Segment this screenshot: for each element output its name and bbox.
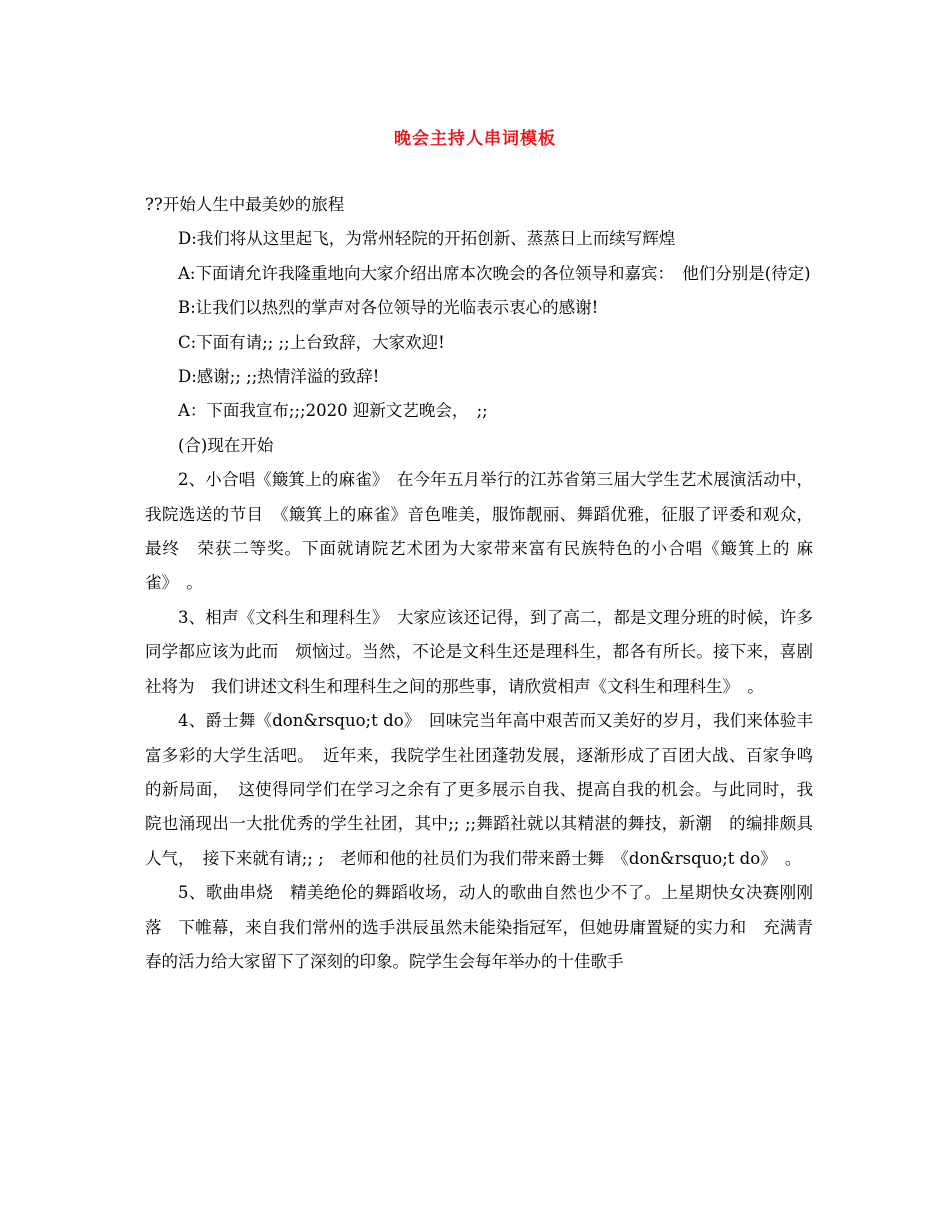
paragraph: 5、歌曲串烧 精美绝伦的舞蹈收场，动人的歌曲自然也少不了。上星期快女决赛刚刚落 下帷幕，来自我们常州的选手洪辰虽然未能染指冠军，但她毋庸置疑的实力和 充满青春的活力给大家留下了深刻的印象。院学生会每年举办的十佳歌手 [145, 883, 813, 971]
paragraph: 2、小合唱《簸箕上的麻雀》 在今年五月举行的江苏省第三届大学生艺术展演活动中，我院选送的节目 《簸箕上的麻雀》音色唯美，服饰靓丽、舞蹈优雅，征服了评委和观众，最终 荣获二等奖。下面就请院艺术团为大家带来富有民族特色的小合唱《簸箕上的 麻雀》 。 [145, 470, 813, 593]
paragraph: A:下面请允许我隆重地向大家介绍出席本次晚会的各位领导和嘉宾： 他们分别是(待定) [178, 263, 811, 283]
paragraph: D:感谢;; ;;热情洋溢的致辞! [178, 367, 380, 387]
paragraph: 4、爵士舞《don&rsquo;t do》 回味完当年高中艰苦而又美好的岁月，我们来体验丰富多彩的大学生活吧。 近年来，我院学生社团蓬勃发展，逐渐形成了百团大战、百家争鸣的新局面， 这使得同学们在学习之余有了更多展示自我、提高自我的机会。与此同时，我 院也涌现出一大批优秀的学生社团，其中;; ;;舞蹈社就以其精湛的舞技，新潮 的编排颇具人气， 接下来就有请;; ; 老师和他的社员们为我们带来爵士舞 《don&rsquo;t do》 。 [145, 711, 830, 868]
paragraph: A：下面我宣布;;;2020 迎新文艺晚会， ;; [178, 401, 488, 421]
paragraph: B:让我们以热烈的掌声对各位领导的光临表示衷心的感谢! [178, 298, 599, 318]
document-body [145, 188, 830, 979]
document-title: 晚会主持人串词模板 [394, 129, 556, 149]
paragraph: 3、相声《文科生和理科生》 大家应该还记得，到了高二，都是文理分班的时候，许多同学都应该为此而 烦恼过。当然，不论是文科生还是理科生，都各有所长。接下来，喜剧社将为 我们讲述文科生和理科生之间的那些事，请欣赏相声《文科生和理科生》 。 [145, 607, 813, 696]
paragraph: D:我们将从这里起飞，为常州轻院的开拓创新、蒸蒸日上而续写辉煌 [178, 229, 676, 249]
paragraph: ??开始人生中最美妙的旅程 [145, 195, 345, 214]
paragraph: (合)现在开始 [178, 435, 274, 455]
paragraph: C:下面有请;; ;;上台致辞，大家欢迎! [178, 332, 445, 352]
